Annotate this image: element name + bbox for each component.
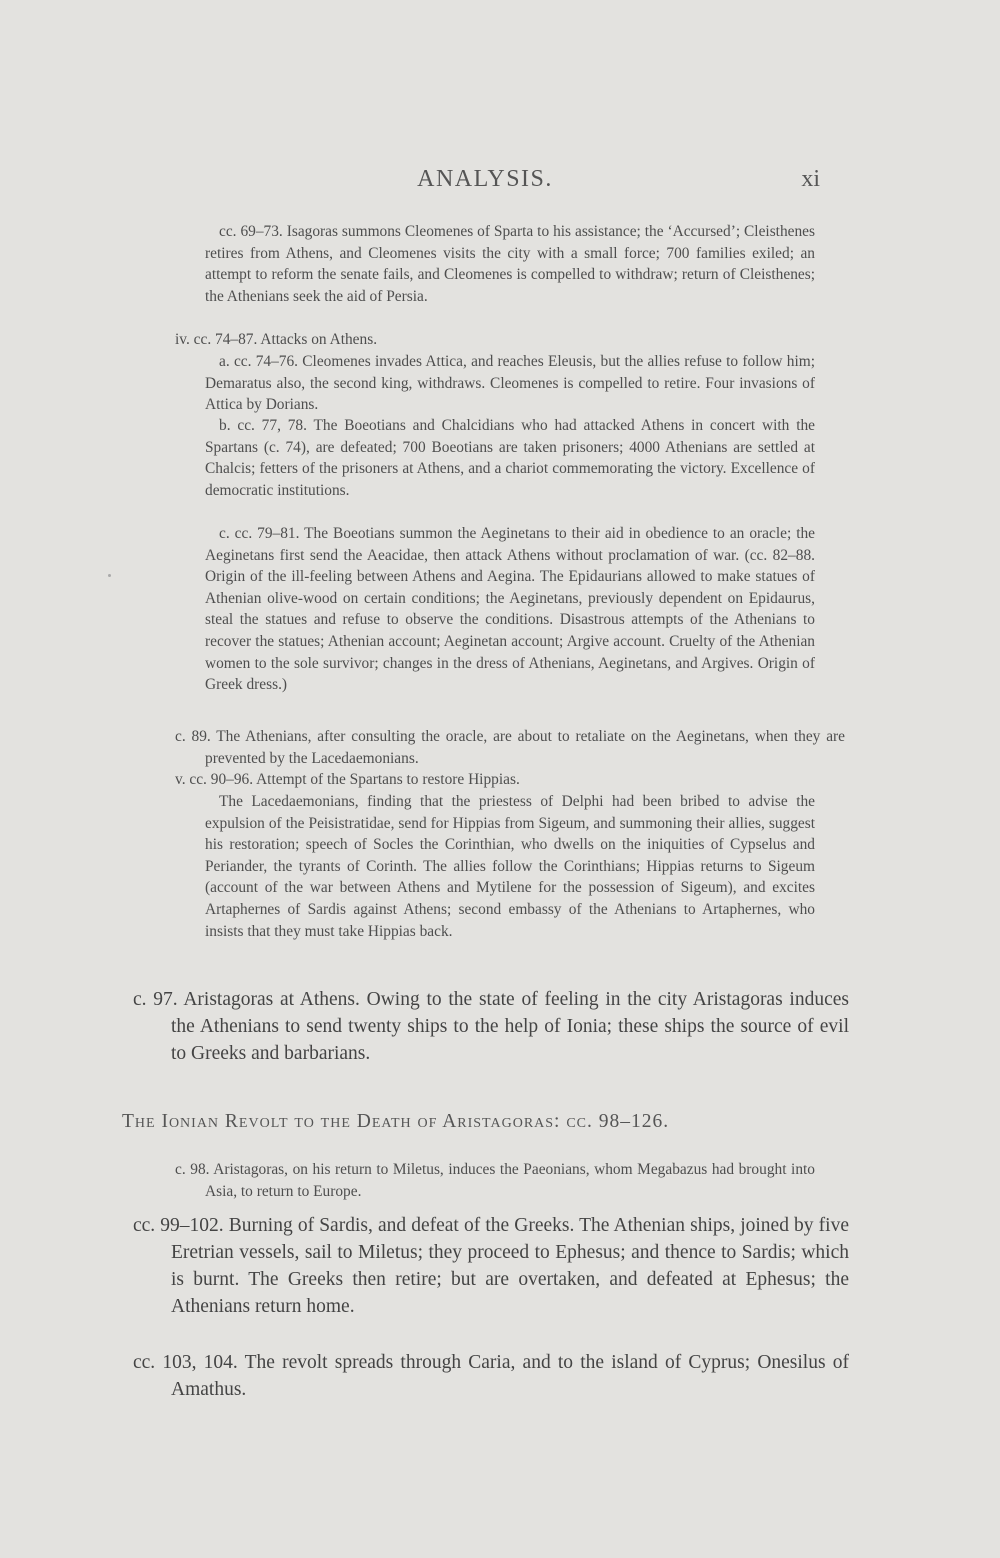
paragraph-lacedaemonians xyxy=(205,791,815,942)
paragraph-cc-69-73 xyxy=(205,221,815,307)
section-heading: The Ionian Revolt to the Death of Aristagoras: cc. 98–126. xyxy=(122,1111,670,1132)
paragraph-c-97 xyxy=(133,986,849,1067)
paragraph-text: cc. 99–102. Burning of Sardis, and defeat of the Greeks. The Athenian ships, joined by five Eretrian vessels, sail to Miletus; they proceed to Ephesus; and thence to Sardis; which is burnt. The Greeks then retire; but are overtaken, and defeated at Ephesus; the Athenians return home. xyxy=(133,1215,849,1317)
running-head xyxy=(150,166,820,196)
paragraph-text: c. 98. Aristagoras, on his return to Miletus, induces the Paeonians, whom Megabazus had brought into Asia, to return to Europe. xyxy=(175,1161,815,1200)
paragraph-c xyxy=(205,523,815,696)
paragraph-cc-103-104 xyxy=(133,1349,849,1403)
paragraph-cc-99-102 xyxy=(133,1212,849,1320)
paragraph-text: c. 97. Aristagoras at Athens. Owing to the state of feeling in the city Aristagoras induces the Athenians to send twenty ships to the help of Ionia; these ships the source of evil to Greeks and barbarians. xyxy=(133,989,849,1064)
paragraph-text: c. 89. The Athenians, after consulting the oracle, are about to retaliate on the Aeginetans, when they are prevented by the Lacedaemonians. xyxy=(175,728,845,767)
paragraph-text: a. cc. 74–76. Cleomenes invades Attica, and reaches Eleusis, but the allies refuse to follow him; Demaratus also, the second king, withdraws. Cleomenes is compelled to retire. Four invasions of Attica by Dorians. xyxy=(205,353,815,414)
page-title: ANALYSIS. xyxy=(417,166,553,192)
paragraph-text: iv. cc. 74–87. Attacks on Athens. xyxy=(175,331,378,348)
paragraph-text: v. cc. 90–96. Attempt of the Spartans to restore Hippias. xyxy=(175,771,520,788)
heading-iv xyxy=(175,329,845,351)
margin-speck xyxy=(108,574,111,577)
paragraph-a xyxy=(205,351,815,416)
paragraph-text: The Lacedaemonians, finding that the priestess of Delphi had been bribed to advise the expulsion of the Peisistratidae, send for Hippias from Sigeum, and summoning their allies, suggest his restoration; speech of Socles the Corinthian, who dwells on the iniquities of Cypselus and Periander, the tyrants of Corinth. The allies follow the Corinthians; Hippias returns to Sigeum (account of the war between Athens and Mytilene for the possession of Sigeum), and excites Artaphernes of Sardis against Athens; second embassy of the Athenians to Artaphernes, who insists that they must take Hippias back. xyxy=(205,793,815,940)
paragraph-text: b. cc. 77, 78. The Boeotians and Chalcidians who had attacked Athens in concert with the Spartans (c. 74), are defeated; 700 Boeotians are taken prisoners; 4000 Athenians are settled at Chalcis; fetters of the prisoners at Athens, and a chariot commemorating the victory. Excellence of democratic institutions. xyxy=(205,417,815,499)
paragraph-text: cc. 103, 104. The revolt spreads through Caria, and to the island of Cyprus; Onesilus of Amathus. xyxy=(133,1352,849,1400)
paragraph-c-98 xyxy=(175,1159,815,1202)
heading-v xyxy=(175,769,845,791)
paragraph-c-89 xyxy=(175,726,845,769)
paragraph-b xyxy=(205,415,815,501)
paragraph-text: c. cc. 79–81. The Boeotians summon the Aeginetans to their aid in obedience to an oracle; the Aeginetans first send the Aeacidae, then attack Athens without proclamation of war. (cc. 82–88. Origin of the ill-feeling between Athens and Aegina. The Epidaurians allowed to make statues of Athenian olive-wood on certain conditions; the Aeginetans, previously dependent on Epidaurus, steal the statues and refuse to observe the conditions. Disastrous attempts of the Athenians to recover the statues; Athenian account; Aeginetan account; Argive account. Cruelty of the Athenian women to the sole survivor; changes in the dress of Athenians, Aeginetans, and Argives. Origin of Greek dress.) xyxy=(205,525,815,694)
page-number: xi xyxy=(801,166,820,192)
paragraph-text: cc. 69–73. Isagoras summons Cleomenes of Sparta to his assistance; the ‘Accursed’; Cleisthenes retires from Athens, and Cleomenes visits the city with a small force; 700 families exiled; an attempt to reform the senate fails, and Cleomenes is compelled to withdraw; return of Cleisthenes; the Athenians seek the aid of Persia. xyxy=(205,223,815,305)
